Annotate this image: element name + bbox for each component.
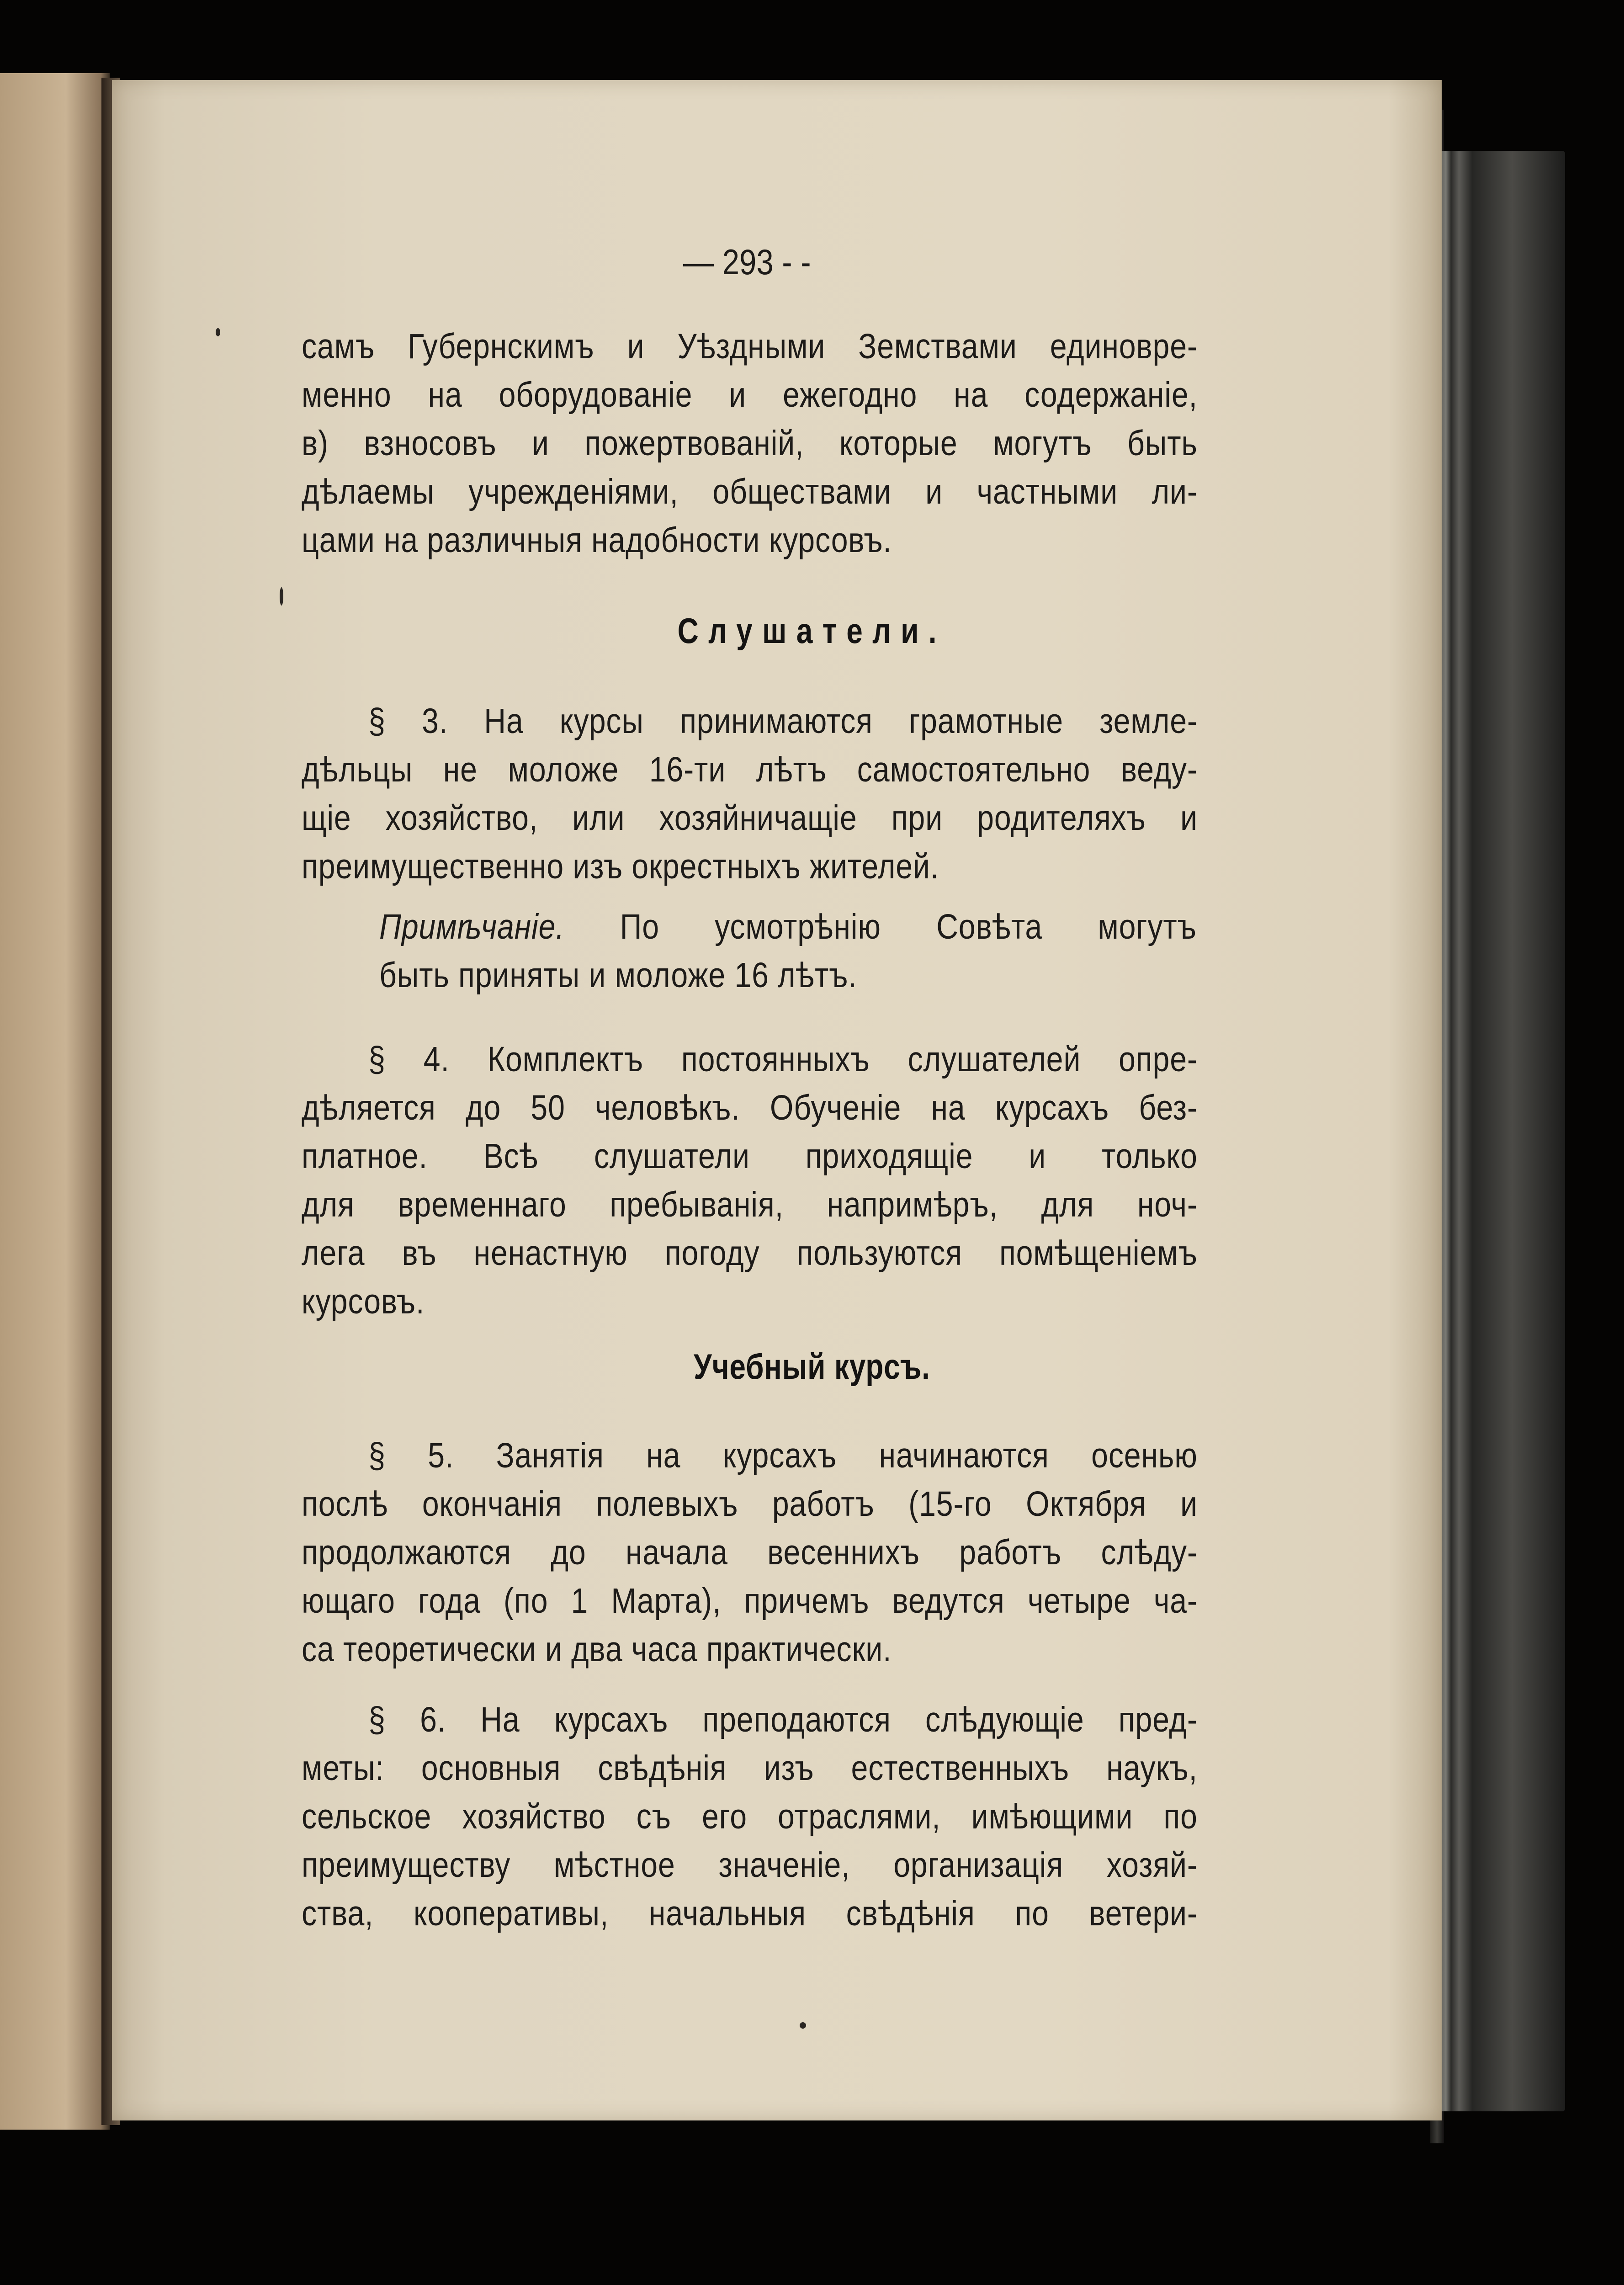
text-line: цами на различныя надобности курсовъ. bbox=[302, 521, 892, 560]
note-text: По усмотрѣнію Совѣта могутъ bbox=[620, 907, 1197, 946]
text-line: менно на оборудованіе и ежегодно на содержаніе, bbox=[302, 375, 1198, 414]
text-line: курсовъ. bbox=[302, 1282, 425, 1321]
text-line: сельское хозяйство съ его отраслями, имѣющими по bbox=[302, 1797, 1198, 1836]
text-line: лега въ ненастную погоду пользуются помѣщеніемъ bbox=[302, 1233, 1198, 1273]
text-line: ства, кооперативы, начальныя свѣдѣнія по ветери- bbox=[302, 1894, 1198, 1933]
text-line: § 3. На курсы принимаются грамотные земле- bbox=[368, 701, 1198, 741]
footnote-remark bbox=[379, 903, 1197, 999]
page-number: — 293 - - bbox=[683, 242, 811, 282]
text-line: продолжаются до начала весеннихъ работъ слѣду- bbox=[302, 1533, 1198, 1572]
section-heading-text: Слушатели. bbox=[677, 611, 947, 651]
text-line: щіе хозяйство, или хозяйничащіе при родителяхъ и bbox=[302, 798, 1198, 838]
ink-speck bbox=[280, 587, 283, 606]
paragraph-section-6 bbox=[302, 1695, 1198, 1938]
text-line: быть приняты и моложе 16 лѣтъ. bbox=[379, 956, 857, 995]
text-line bbox=[379, 903, 1197, 951]
text-line: самъ Губернскимъ и Уѣздными Земствами единовре- bbox=[302, 327, 1198, 366]
text-line: дѣльцы не моложе 16-ти лѣтъ самостоятельно веду- bbox=[302, 750, 1198, 789]
text-line: § 4. Комплектъ постоянныхъ слушателей опре- bbox=[368, 1040, 1198, 1079]
paragraph-continued bbox=[302, 322, 1198, 564]
text-line: дѣлаемы учрежденіями, обществами и частными ли- bbox=[302, 472, 1198, 511]
text-line: дѣляется до 50 человѣкъ. Обученіе на курсахъ без- bbox=[302, 1088, 1198, 1127]
paragraph-section-5 bbox=[302, 1431, 1198, 1674]
paragraph-section-4 bbox=[302, 1035, 1198, 1326]
page-stack bbox=[1433, 151, 1565, 2111]
text-line: са теоретически и два часа практически. bbox=[302, 1630, 892, 1669]
text-line: меты: основныя свѣдѣнія изъ естественныхъ наукъ, bbox=[302, 1748, 1198, 1788]
section-heading-text: Учебный курсъ. bbox=[694, 1346, 930, 1387]
text-line: ющаго года (по 1 Марта), причемъ ведутся четыре ча- bbox=[302, 1581, 1198, 1621]
text-line: для временнаго пребыванія, напримѣръ, для ноч- bbox=[302, 1185, 1198, 1224]
ink-speck bbox=[216, 328, 220, 336]
text-line: послѣ окончанія полевыхъ работъ (15-го Октября и bbox=[302, 1484, 1198, 1524]
text-line: в) взносовъ и пожертвованій, которые могутъ быть bbox=[302, 424, 1198, 463]
text-line: преимущественно изъ окрестныхъ жителей. bbox=[302, 847, 939, 886]
ink-speck bbox=[800, 2022, 806, 2029]
section-heading-listeners bbox=[0, 610, 1624, 652]
note-label: Примѣчаніе. bbox=[379, 907, 565, 946]
text-line: § 5. Занятія на курсахъ начинаются осенью bbox=[368, 1436, 1198, 1475]
text-line: § 6. На курсахъ преподаются слѣдующіе пред- bbox=[368, 1700, 1198, 1739]
section-heading-course bbox=[0, 1346, 1624, 1387]
text-line: платное. Всѣ слушатели приходящіе и только bbox=[302, 1137, 1198, 1176]
text-line: преимуществу мѣстное значеніе, организація хозяй- bbox=[302, 1845, 1198, 1885]
paragraph-section-3 bbox=[302, 697, 1198, 891]
previous-page-edge bbox=[0, 73, 110, 2130]
